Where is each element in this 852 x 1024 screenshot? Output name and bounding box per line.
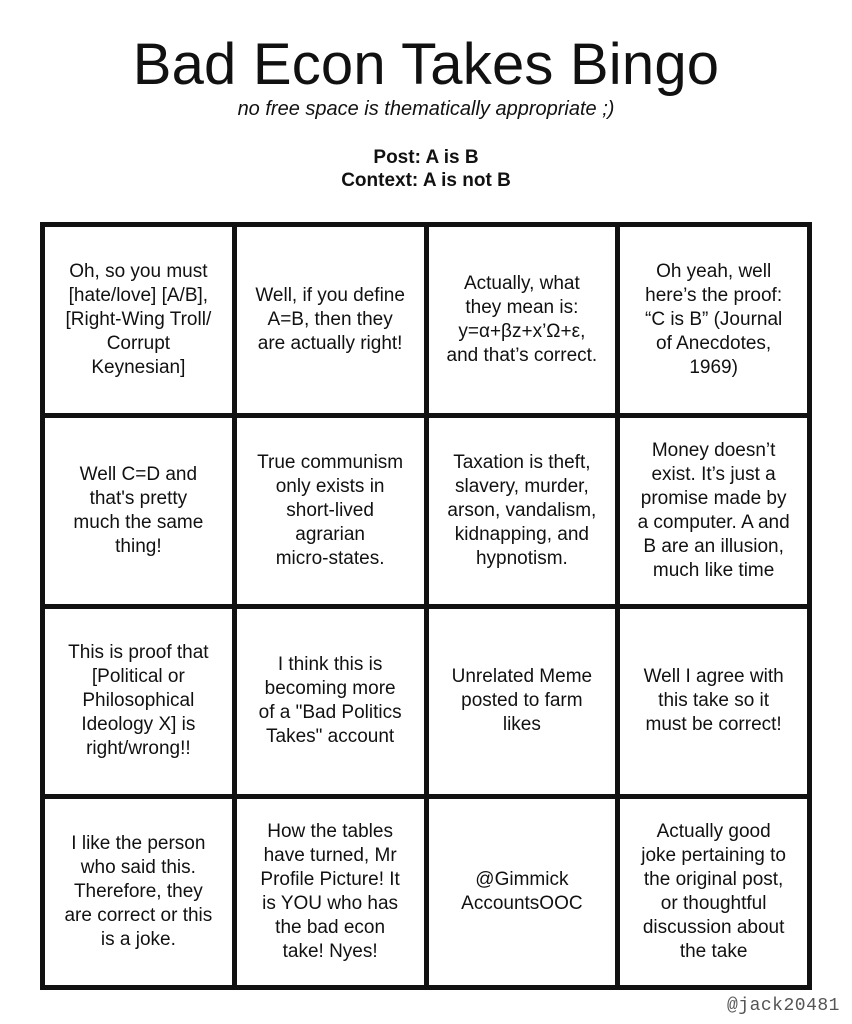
bingo-cell: True communism only exists in short-lived agrarian micro-states. bbox=[237, 418, 424, 604]
bingo-cell: How the tables have turned, Mr Profile Picture! It is YOU who has the bad econ take! Nyes! bbox=[237, 799, 424, 985]
context-line: Context: A is not B bbox=[341, 170, 511, 191]
bingo-cell: @Gimmick AccountsOOC bbox=[429, 799, 616, 985]
bingo-cell: Well I agree with this take so it must be correct! bbox=[620, 609, 807, 795]
bingo-cell: Well C=D and that's pretty much the same thing! bbox=[45, 418, 232, 604]
bingo-grid bbox=[40, 222, 812, 990]
subtitle: no free space is thematically appropriate ;) bbox=[237, 98, 615, 120]
bingo-cell: Actually, what they mean is: y=α+βz+x’Ω+ε, and that’s correct. bbox=[429, 227, 616, 413]
bingo-cell: Well, if you define A=B, then they are actually right! bbox=[237, 227, 424, 413]
page-title: Bad Econ Takes Bingo bbox=[132, 32, 720, 97]
bingo-cell: Oh, so you must [hate/love] [A/B], [Right-Wing Troll/ Corrupt Keynesian] bbox=[45, 227, 232, 413]
bingo-cell: Oh yeah, well here’s the proof: “C is B” (Journal of Anecdotes, 1969) bbox=[620, 227, 807, 413]
bingo-cell: I like the person who said this. Therefore, they are correct or this is a joke. bbox=[45, 799, 232, 985]
context-block bbox=[0, 146, 852, 192]
bingo-cell: I think this is becoming more of a "Bad Politics Takes" account bbox=[237, 609, 424, 795]
bingo-cell: Actually good joke pertaining to the original post, or thoughtful discussion about the take bbox=[620, 799, 807, 985]
watermark: @jack20481 bbox=[726, 996, 840, 1016]
bingo-cell: Taxation is theft, slavery, murder, arson, vandalism, kidnapping, and hypnotism. bbox=[429, 418, 616, 604]
bingo-cell: Money doesn’t exist. It’s just a promise made by a computer. A and B are an illusion, much like time bbox=[620, 418, 807, 604]
bingo-cell: This is proof that [Political or Philosophical Ideology X] is right/wrong!! bbox=[45, 609, 232, 795]
post-line: Post: A is B bbox=[373, 147, 479, 168]
bingo-cell: Unrelated Meme posted to farm likes bbox=[429, 609, 616, 795]
